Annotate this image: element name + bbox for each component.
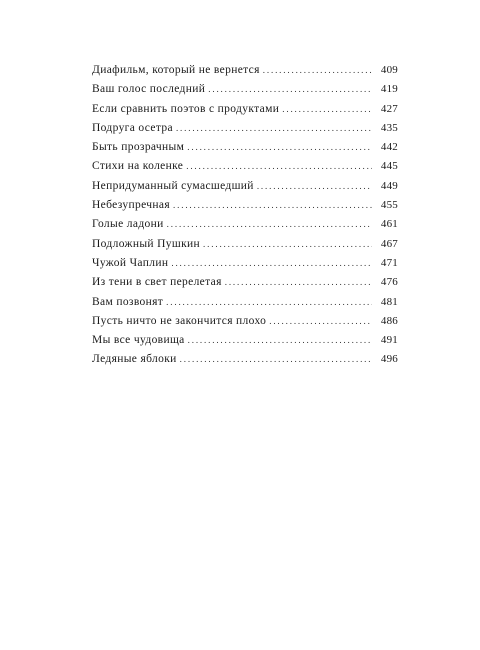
toc-entry-title: Чужой Чаплин bbox=[92, 256, 169, 269]
toc-entry-title: Подруга осетра bbox=[92, 121, 173, 134]
toc-entry-title: Вам позвонят bbox=[92, 295, 164, 308]
toc-entry-page: 455 bbox=[380, 199, 398, 212]
toc-entry-page: 471 bbox=[380, 256, 398, 269]
toc-dot-leader bbox=[203, 239, 372, 249]
toc-entry bbox=[92, 64, 398, 83]
toc-entry bbox=[92, 276, 398, 295]
toc-entry bbox=[92, 296, 398, 315]
toc-entry-page: 449 bbox=[380, 179, 398, 192]
toc-dot-leader bbox=[208, 84, 372, 94]
toc-entry bbox=[92, 180, 398, 199]
toc-entry bbox=[92, 122, 398, 141]
toc-entry-title: Голые ладони bbox=[92, 218, 164, 231]
toc-entry-title: Ледяные яблоки bbox=[92, 353, 177, 366]
toc-entry bbox=[92, 315, 398, 334]
toc-entry bbox=[92, 83, 398, 102]
toc-dot-leader bbox=[269, 316, 372, 326]
toc-entry-page: 486 bbox=[380, 314, 398, 327]
toc-entry-title: Стихи на коленке bbox=[92, 160, 184, 173]
toc-dot-leader bbox=[263, 65, 372, 75]
toc-entry-page: 481 bbox=[380, 295, 398, 308]
table-of-contents bbox=[92, 64, 398, 373]
toc-dot-leader bbox=[282, 104, 372, 114]
toc-entry bbox=[92, 199, 398, 218]
toc-entry-title: Если сравнить поэтов с продуктами bbox=[92, 102, 280, 115]
toc-dot-leader bbox=[171, 258, 372, 268]
toc-dot-leader bbox=[257, 181, 372, 191]
toc-dot-leader bbox=[176, 123, 372, 133]
toc-entry-page: 445 bbox=[380, 160, 398, 173]
toc-entry-title: Небезупречная bbox=[92, 199, 171, 212]
toc-entry-page: 409 bbox=[380, 64, 398, 76]
toc-dot-leader bbox=[180, 354, 372, 364]
toc-entry bbox=[92, 334, 398, 353]
toc-dot-leader bbox=[187, 142, 372, 152]
toc-entry bbox=[92, 257, 398, 276]
toc-entry bbox=[92, 238, 398, 257]
toc-entry-title: Подложный Пушкин bbox=[92, 237, 201, 250]
toc-entry-page: 461 bbox=[380, 218, 398, 231]
toc-dot-leader bbox=[167, 219, 372, 229]
toc-entry bbox=[92, 353, 398, 372]
toc-entry bbox=[92, 141, 398, 160]
toc-entry-page: 427 bbox=[380, 102, 398, 115]
toc-entry-title: Мы все чудовища bbox=[92, 334, 185, 347]
toc-dot-leader bbox=[188, 335, 372, 345]
toc-entry-page: 491 bbox=[380, 334, 398, 347]
toc-entry-title: Непридуманный сумасшедший bbox=[92, 179, 254, 192]
toc-dot-leader bbox=[173, 200, 372, 210]
toc-entry-page: 476 bbox=[380, 276, 398, 289]
toc-entry-page: 467 bbox=[380, 237, 398, 250]
toc-entry-title: Пусть ничто не закончится плохо bbox=[92, 314, 267, 327]
toc-entry-page: 442 bbox=[380, 141, 398, 154]
toc-entry-page: 496 bbox=[380, 353, 398, 366]
toc-entry bbox=[92, 160, 398, 179]
toc-entry bbox=[92, 103, 398, 122]
toc-dot-leader bbox=[225, 277, 372, 287]
toc-entry-page: 435 bbox=[380, 121, 398, 134]
toc-entry-page: 419 bbox=[380, 83, 398, 96]
toc-dot-leader bbox=[166, 297, 372, 307]
toc-entry-title: Из тени в свет перелетая bbox=[92, 276, 222, 289]
toc-dot-leader bbox=[186, 161, 372, 171]
toc-entry-title: Диафильм, который не вернется bbox=[92, 64, 260, 76]
toc-entry-title: Ваш голос последний bbox=[92, 83, 206, 96]
toc-entry bbox=[92, 218, 398, 237]
toc-entry-title: Быть прозрачным bbox=[92, 141, 185, 154]
